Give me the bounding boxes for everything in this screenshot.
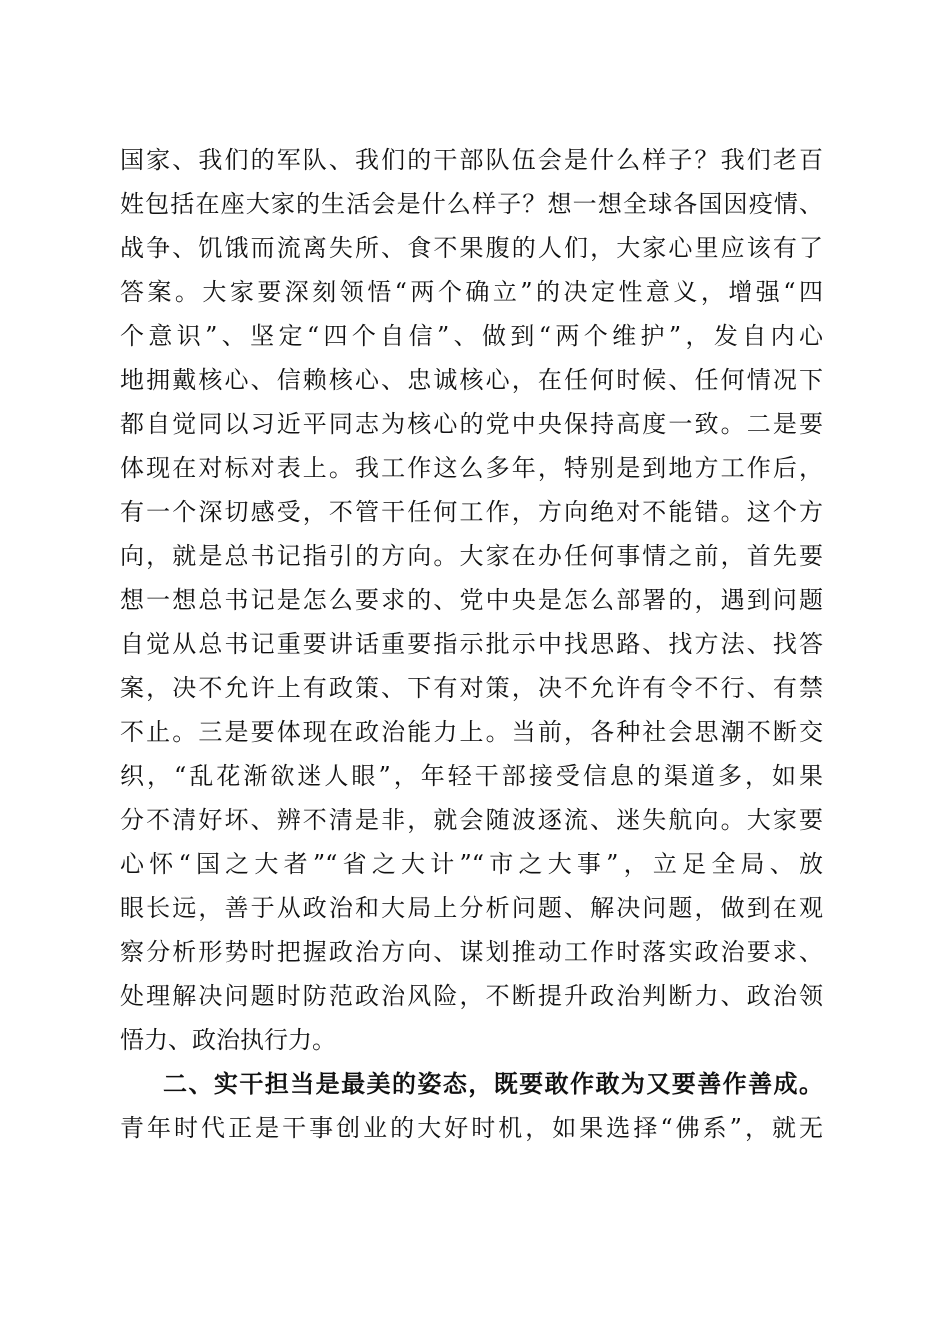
body-line-7: 都自觉同以习近平同志为核心的党中央保持高度一致。二是要 xyxy=(120,410,823,438)
body-line-17: 心怀“国之大者”“省之大计”“市之大事”，立足全局、放 xyxy=(120,850,823,878)
body-line-12: 自觉从总书记重要讲话重要指示批示中找思路、找方法、找答 xyxy=(120,630,823,658)
body-line-9: 有一个深切感受，不管干任何工作，方向绝对不能错。这个方 xyxy=(120,498,823,526)
body-line-18: 眼长远，善于从政治和大局上分析问题、解决问题，做到在观 xyxy=(120,894,823,922)
body-line-10: 向，就是总书记指引的方向。大家在办任何事情之前，首先要 xyxy=(120,542,823,570)
body-line-4: 答案。大家要深刻领悟“两个确立”的决定性意义，增强“四 xyxy=(120,278,823,306)
body-line-20: 处理解决问题时防范政治风险，不断提升政治判断力、政治领 xyxy=(120,982,823,1010)
body-line-5: 个意识”、坚定“四个自信”、做到“两个维护”，发自内心 xyxy=(120,322,823,350)
body-line-1: 国家、我们的军队、我们的干部队伍会是什么样子？我们老百 xyxy=(120,146,823,174)
body-line-after-heading: 青年时代正是干事创业的大好时机，如果选择“佛系”，就无 xyxy=(120,1114,823,1142)
body-line-14: 不止。三是要体现在政治能力上。当前，各种社会思潮不断交 xyxy=(120,718,823,746)
body-line-21: 悟力、政治执行力。 xyxy=(120,1026,336,1054)
body-line-13: 案，决不允许上有政策、下有对策，决不允许有令不行、有禁 xyxy=(120,674,823,702)
section-heading: 二、实干担当是最美的姿态，既要敢作敢为又要善作善成。 xyxy=(163,1070,823,1098)
body-line-8: 体现在对标对表上。我工作这么多年，特别是到地方工作后， xyxy=(120,454,823,482)
body-line-15: 织，“乱花渐欲迷人眼”，年轻干部接受信息的渠道多，如果 xyxy=(120,762,823,790)
body-line-16: 分不清好坏、辨不清是非，就会随波逐流、迷失航向。大家要 xyxy=(120,806,823,834)
body-line-3: 战争、饥饿而流离失所、食不果腹的人们，大家心里应该有了 xyxy=(120,234,823,262)
body-line-11: 想一想总书记是怎么要求的、党中央是怎么部署的，遇到问题 xyxy=(120,586,823,614)
body-line-2: 姓包括在座大家的生活会是什么样子？想一想全球各国因疫情、 xyxy=(120,190,823,218)
body-line-19: 察分析形势时把握政治方向、谋划推动工作时落实政治要求、 xyxy=(120,938,823,966)
body-line-6: 地拥戴核心、信赖核心、忠诚核心，在任何时候、任何情况下 xyxy=(120,366,823,394)
